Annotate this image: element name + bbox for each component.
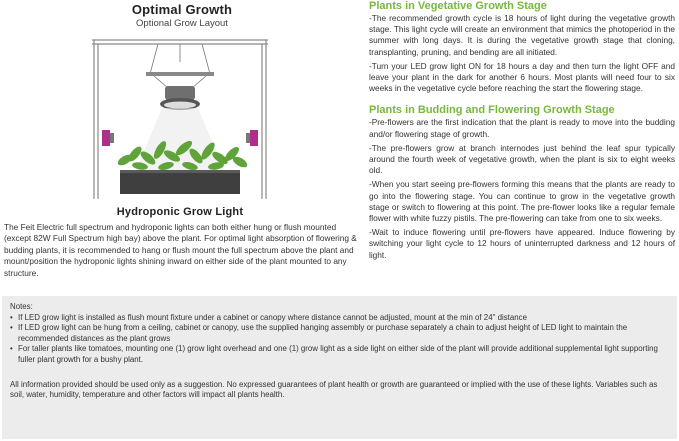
vegetative-title: Plants in Vegetative Growth Stage [369, 0, 547, 12]
led-grow-light-icon [160, 86, 200, 110]
right-column [369, 0, 675, 261]
flowering-title: Plants in Budding and Flowering Growth Stage [369, 104, 615, 117]
notes-heading: Notes: [10, 302, 33, 311]
left-column [4, 0, 360, 29]
flowering-section [369, 104, 675, 260]
note-item: • For taller plants like tomatoes, mounting one (1) grow light overhead and one (1) grow light as a side light on either side of the plant will provide additional supplemental light supporting fuller plant growth for a bushy plant. [10, 344, 669, 365]
vegetative-paragraph-2: -Turn your LED grow light ON for 18 hours a day and then turn the light OFF and leave your plant in the dark for another 6 hours. Most plants will need four to six weeks in the vegetative cycle before reaching the start the flowering stage. [369, 60, 675, 94]
side-light-right-icon [246, 130, 258, 146]
notes-list [10, 313, 669, 366]
vegetative-section [369, 0, 675, 94]
side-light-left-icon [102, 130, 114, 146]
flowering-paragraph-4: -Wait to induce flowering until pre-flowers have appeared. Induce flowering by switching your light cycle to 12 hours of uninterrupted darkness and 12 hours of light. [369, 227, 675, 260]
layout-title: Optimal Growth [131, 2, 233, 17]
disclaimer-text: All information provided should be used only as a suggestion. No expressed guarantees of plant health or growth are guaranteed or implied with the use of these lights. Variables such as soil, water, humidity, temperature and other factors will impact all plants health. [10, 379, 658, 400]
layout-subtitle: Optional Grow Layout [136, 18, 228, 29]
grow-frame-diagram [80, 34, 280, 206]
layout-description: The Feit Electric full spectrum and hydroponic lights can both either hung or flush mounted (except 82W Full Spectrum high bay) above the plant. For optimal light absorption of flowering & budding plants, it is recommended to hang or flush mount the full spectrum above the plant and mount/position the hydroponic lights shining inward on either side of the plant mounted to any structure. [4, 222, 357, 278]
note-item: • If LED grow light can be hung from a ceiling, cabinet or canopy, use the supplied hanging assembly or purchase separately a chain to adjust height of LED light to maintain the recommended distances as the plant grows [10, 323, 669, 344]
notes-panel [2, 296, 677, 439]
note-item: • If LED grow light is installed as flush mount fixture under a cabinet or canopy where distance cannot be adjusted, mount at the min of 24" distance [10, 313, 669, 324]
hydroponic-grow-light-label: Hydroponic Grow Light [116, 206, 244, 218]
flowering-paragraph-3: -When you start seeing pre-flowers forming this means that the plants are ready to go into the flowering stage. You can continue to grow in the vegetative growth stage or switch to flowering at this point. The pre-flower looks like a regular female flower with white fuzzy pistils. The pre-flowering can take from one to six weeks. [369, 179, 675, 224]
flowering-paragraph-2: -The pre-flowers grow at branch internodes just behind the leaf spur typically around the fourth week of vegetative growth, when the plant is six to eight weeks old. [369, 142, 675, 176]
flowering-paragraph-1: -Pre-flowers are the first indication that the plant is ready to move into the budding and/or flowering stage of growth. [369, 117, 675, 139]
planter-tray [120, 170, 240, 194]
hanging-bar [146, 72, 214, 76]
grow-layout-illustration [80, 34, 280, 218]
vegetative-paragraph-1: -The recommended growth cycle is 18 hours of light during the vegetative growth stage. This light cycle will create an environment that mimics the photoperiod in the summer with long days. It is during the vegetative growth stage that cloning, transplanting, pruning, and bending are all initiated. [369, 13, 675, 57]
